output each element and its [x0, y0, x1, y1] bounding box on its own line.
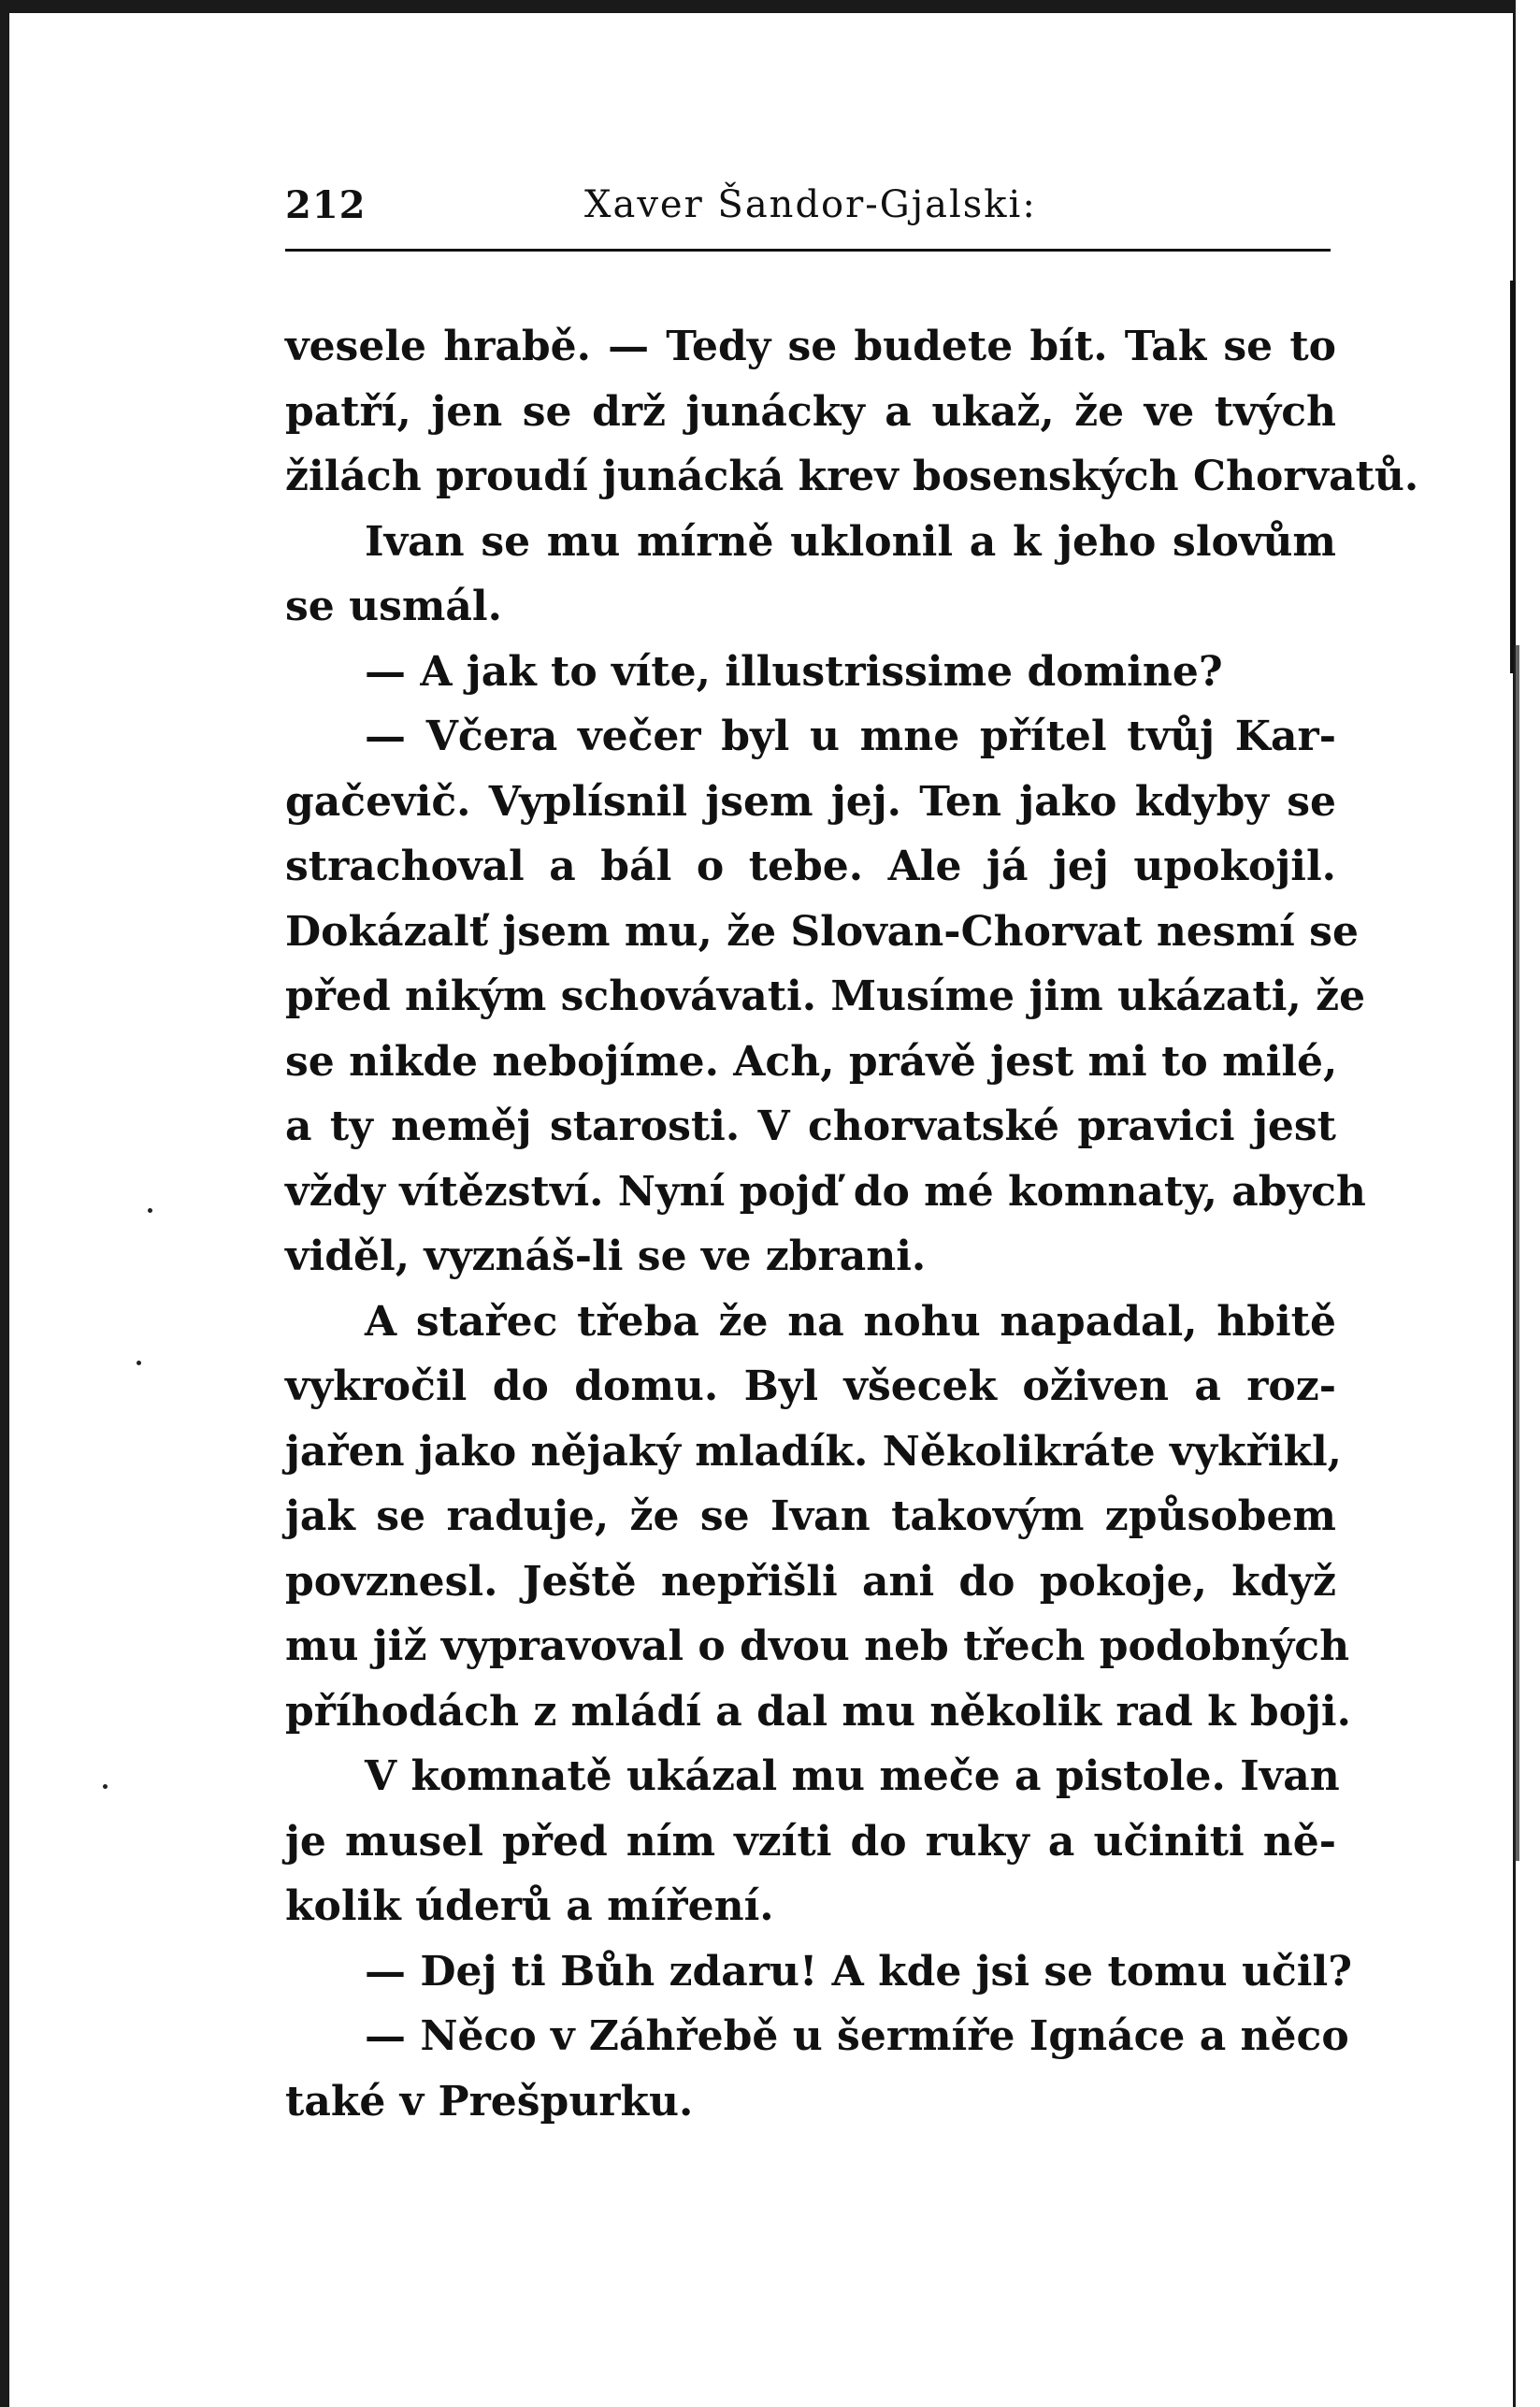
text-line: A stařec třeba že na nohu napadal, hbitě	[365, 1297, 1336, 1346]
text-line: viděl, vyznáš-li se ve zbrani.	[285, 1232, 927, 1280]
text-line: se usmál.	[285, 583, 502, 630]
text-line: gačevič. Vyplísnil jsem jej. Ten jako kdyby se	[285, 777, 1336, 826]
text-line: jařen jako nějaký mladík. Několikráte vykřikl,	[285, 1427, 1342, 1476]
text-line: Ivan se mu mírně uklonil a k jeho slovům	[365, 517, 1336, 566]
header-rule	[285, 249, 1331, 252]
text-line: a ty neměj starosti. V chorvatské pravici jest	[285, 1103, 1336, 1150]
text-line: se nikde nebojíme. Ach, právě jest mi to milé,	[285, 1037, 1338, 1086]
scan-speck	[103, 1784, 108, 1789]
text-line: Dokázalť jsem mu, že Slovan-Chorvat nesmí se	[285, 907, 1359, 956]
text-line: V komnatě ukázal mu meče a pistole. Ivan	[365, 1752, 1340, 1800]
text-line: také v Prešpurku.	[285, 2077, 694, 2126]
page-header	[285, 183, 1331, 236]
scan-speck	[148, 1208, 152, 1213]
text-line: před nikým schovávati. Musíme jim ukázati, že	[285, 973, 1366, 1020]
text-line: vždy vítězství. Nyní pojď do mé komnaty, abych	[285, 1167, 1366, 1216]
text-line: — A jak to víte, illustrissime domine?	[365, 647, 1223, 696]
scan-edge-mark	[1510, 281, 1516, 673]
scan-speck	[137, 1361, 141, 1365]
text-line: žilách proudí junácká krev bosenských Chorvatů.	[285, 453, 1419, 500]
text-line: je musel před ním vzíti do ruky a učiniti ně-	[285, 1817, 1336, 1866]
text-line: kolik úderů a míření.	[285, 1882, 774, 1930]
text-line: mu již vypravoval o dvou neb třech podobných	[285, 1622, 1350, 1670]
page-number: 212	[285, 183, 367, 227]
scan-edge-shadow	[1514, 645, 1519, 1861]
text-line: — Včera večer byl u mne přítel tvůj Kar-	[365, 713, 1336, 760]
text-line: — Něco v Záhřebě u šermíře Ignáce a něco	[365, 2012, 1349, 2060]
text-line: patří, jen se drž junácky a ukaž, že ve tvých	[285, 387, 1336, 436]
text-line: strachoval a bál o tebe. Ale já jej upokojil.	[285, 843, 1336, 890]
text-line: vesele hrabě. — Tedy se budete bít. Tak se to	[285, 323, 1336, 370]
text-line: povznesl. Ještě nepřišli ani do pokoje, když	[285, 1557, 1336, 1606]
text-line: — Dej ti Bůh zdaru! A kde jsi se tomu učil?	[365, 1947, 1352, 1996]
body-text	[285, 314, 1419, 2134]
running-title: Xaver Šandor-Gjalski:	[584, 183, 1037, 226]
text-line: jak se raduje, že se Ivan takovým způsobem	[285, 1492, 1336, 1540]
text-line: vykročil do domu. Byl všecek oživen a roz-	[285, 1362, 1336, 1410]
text-line: příhodách z mládí a dal mu několik rad k boji.	[285, 1687, 1351, 1736]
